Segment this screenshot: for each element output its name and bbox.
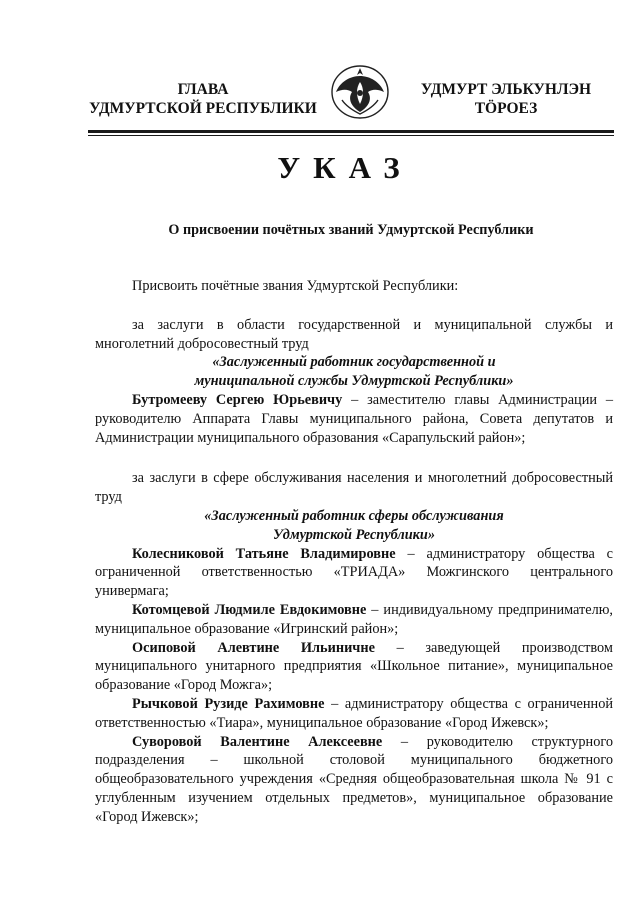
section2-award-line1: «Заслуженный работник сферы обслуживания [204, 507, 504, 524]
recipient-name: Осиповой Алевтине Ильиничне [132, 639, 375, 656]
recipient-entry [95, 733, 613, 827]
header-divider-thin [88, 135, 614, 136]
section1-reason: за заслуги в области государственной и муниципальной службы и многолетний добросовестный труд [95, 316, 613, 352]
issuer-udmurt-line-2: ТӦРОЕЗ [474, 100, 538, 117]
recipient-name: Бутромееву Сергею Юрьевичу [132, 391, 343, 408]
section1-award-line1: «Заслуженный работник государственной и [212, 354, 496, 371]
recipient-entry [95, 391, 613, 447]
recipient-name: Рычковой Рузиде Рахимовне [132, 695, 325, 712]
coat-of-arms-icon [328, 62, 392, 120]
issuer-header-russian [88, 80, 318, 118]
recipient-entry [95, 545, 613, 601]
recipient-position: – администратору общества с ограниченной ответственностью «ТРИАДА» Можгинского центрального универмага; [95, 545, 613, 600]
issuer-line-2: УДМУРТСКОЙ РЕСПУБЛИКИ [89, 100, 317, 117]
recipient-entry [95, 639, 613, 695]
recipient-position: – заведующей производством муниципального унитарного предприятия «Школьное питание», муниципальное образование «Город Можга»; [95, 639, 613, 694]
section2-award-line2: Удмуртской Республики» [272, 526, 436, 543]
issuer-header-udmurt [408, 80, 604, 118]
recipient-position: – руководителю структурного подразделения – школьной столовой муниципального бюджетного общеобразовательного учреждения «Средняя общеобразовательная школа № 91 с углубленным изучением отдельных предметов», муниципальное образование «Город Ижевск»; [95, 733, 613, 825]
recipient-name: Котомцевой Людмиле Евдокимовне [132, 601, 367, 618]
intro-paragraph: Присвоить почётные звания Удмуртской Республики: [132, 278, 459, 294]
recipient-entry [95, 695, 613, 733]
document-type: УКАЗ [277, 150, 413, 185]
document-title: О присвоении почётных званий Удмуртской Республики [168, 222, 534, 238]
issuer-udmurt-line-1: УДМУРТ ЭЛЬКУНЛЭН [420, 81, 592, 98]
recipient-position: – администратору общества с ограниченной ответственностью «Тиара», муниципальное образование «Город Ижевск»; [95, 695, 613, 731]
issuer-line-1: ГЛАВА [177, 81, 229, 98]
recipient-entry [95, 601, 613, 639]
header-divider-thick [88, 130, 614, 133]
recipient-name: Суворовой Валентине Алексеевне [132, 733, 383, 750]
section2-reason: за заслуги в сфере обслуживания населения и многолетний добросовестный труд [95, 470, 613, 506]
section1-award-line2: муниципальной службы Удмуртской Республики» [194, 373, 514, 390]
recipient-name: Колесниковой Татьяне Владимировне [132, 545, 396, 562]
recipient-position: – индивидуальному предпринимателю, муниципальное образование «Игринский район»; [95, 601, 613, 637]
document-body [95, 277, 613, 827]
recipient-position: – заместителю главы Администрации – руководителю Аппарата Главы муниципального района, Совета депутатов и Администрации муниципального образования «Сарапульский район»; [95, 391, 613, 446]
